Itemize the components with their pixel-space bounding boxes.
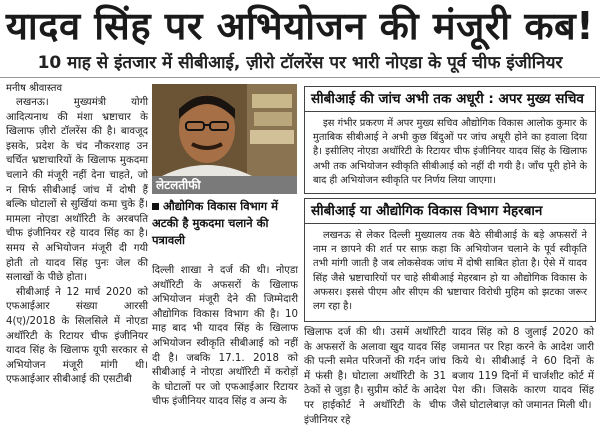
paragraph: सीबीआई ने 12 मार्च 2020 को एफआईआर संख्या आरसी 4(ए)/2018 के सिलसिले में नोएडा अथॉरिटी के रिटायर चीफ इंजीनियर यादव सिंह के खिलाफ यूपी सरकार से अभियोजन मंजूरी मांगी थी। एफआईआर सीबीआई की एसटीबी (6, 286, 148, 386)
article-column-3 (304, 326, 446, 428)
photo-label: लेटलतीफी (152, 176, 297, 194)
paragraph: लखनऊ से लेकर दिल्ली मुख्यालय तक बैठे सीबीआई के बड़े अफसरों ने नाम न छापने की शर्त पर साफ़ कहा कि अभियोजन चलाने के पूर्व स्वीकृति तभी मांगी जाती है जब लोकसेवक जांच में दोषी साबित होता है। ऐसे में यादव सिंह जैसे भ्रष्टाचारियों पर चाहे सीबीआई मेहरबान हो या औद्योगिक विकास के अफसर। इससे पीएम और सीएम की भ्रष्टाचार विरोधी मुहिम को झटका जरूर लग रहा है। (313, 230, 587, 313)
article-column-2 (152, 264, 298, 410)
pull-quote (152, 198, 300, 249)
paragraph: यादव सिंह को 8 जुलाई 2020 को जमानत पर रिहा करने के आदेश जारी किये थे। सीबीआई ने 60 दिनों के बजाय 119 दिनों में चार्जशीट कोर्ट में पेश की। जिसके कारण यादव सिंह जैसे घोटालेबाज़ को जमानत मिली थी। (452, 327, 594, 411)
square-bullet-icon (152, 203, 159, 210)
paragraph: लखनऊ। मुख्यमंत्री योगी आदित्यनाथ की मंशा भ्रष्टाचार के खिलाफ ज़ीरो टॉलरेंस की है। बावजूद इसके, प्रदेश के चंद नौकरशाह उन चर्चित भ्रष्टाचारियों के खिलाफ मुकदमा चलाने की मंजूरी नहीं देना चाहते, जो न सिर्फ सीबीआई जांच में दोषी हैं बल्कि घोटालों से सुर्खियां कमा चुके हैं। मामला नोएडा अथॉरिटी के अरबपति चीफ इंजीनियर रहे यादव सिंह का है। समय से अभियोजन मंजूरी दी गयी होती तो यादव सिंह पुनः जेल की सलाखों के पीछे होता। (6, 97, 148, 284)
box-title: सीबीआई की जांच अभी तक अधूरी : अपर मुख्य सचिव (305, 87, 595, 112)
divider (0, 77, 600, 78)
subheadline: 10 माह से इंतजार में सीबीआई, ज़ीरो टॉलरेंस पर भारी नोएडा के पूर्व चीफ इंजीनियर (37, 53, 563, 73)
box-body (305, 224, 595, 319)
paragraph: इस गंभीर प्रकरण में अपर मुख्य सचिव औद्योगिक विकास आलोक कुमार के मुताबिक सीबीआई ने अभी कुछ बिंदुओं पर जांच अधूरी होने का हवाला दिया है। इसीलिए नोएडा अथॉरिटी के रिटायर चीफ इंजीनियर यादव सिंह के खिलाफ अभी तक अभियोजन स्वीकृति सीबीआई को नहीं दी गयी है। जाँच पूरी होने के बाद ही अभियोजन स्वीकृति पर निर्णय लिया जाएगा। (313, 118, 587, 186)
portrait-photo (152, 84, 297, 176)
article-column-4 (452, 326, 594, 414)
article-column-1 (6, 96, 148, 388)
sidebar-box-2 (304, 198, 596, 322)
sidebar-box-1 (304, 86, 596, 194)
pull-quote-text: औद्योगिक विकास विभाग में अटकी है मुकदमा चलाने की पत्रावली (152, 199, 279, 247)
portrait-image (152, 84, 297, 176)
headline: यादव सिंह पर अभियोजन की मंजूरी कब! (5, 4, 595, 48)
paragraph: दिल्ली शाखा ने दर्ज की थी। नोएडा अथॉरिटी के अफसरों के खिलाफ अभियोजन मंजूरी देने की जिम्मेदारी औद्योगिक विकास विभाग की है। 10 माह बाद भी यादव सिंह के खिलाफ अभियोजन स्वीकृति सीबीआई को नहीं दी है। जबकि 17.1. 2018 को सीबीआई ने नोएडा अथॉरिटी में करोड़ों के घोटालों पर जो एफआईआर रिटायर चीफ इंजीनियर यादव सिंह व अन्य के (152, 265, 298, 408)
box-title: सीबीआई या औद्योगिक विकास विभाग मेहरबान (305, 199, 595, 224)
paragraph: खिलाफ दर्ज की थी। उसमें अथॉरिटी के अफसरों के अलावा खुद यादव सिंह की पत्नी समेत परिजनों की गर्दन जांच में फंसी है। घोटाला अथॉरिटी के 31 ठेकों से जुड़ा है। सुप्रीम कोर्ट के आदेश पर हाईकोर्ट ने अथॉरिटी के चीफ इंजीनियर रहे (304, 327, 446, 426)
box-body (305, 112, 595, 193)
byline: मनीष श्रीवास्तव (6, 83, 63, 94)
